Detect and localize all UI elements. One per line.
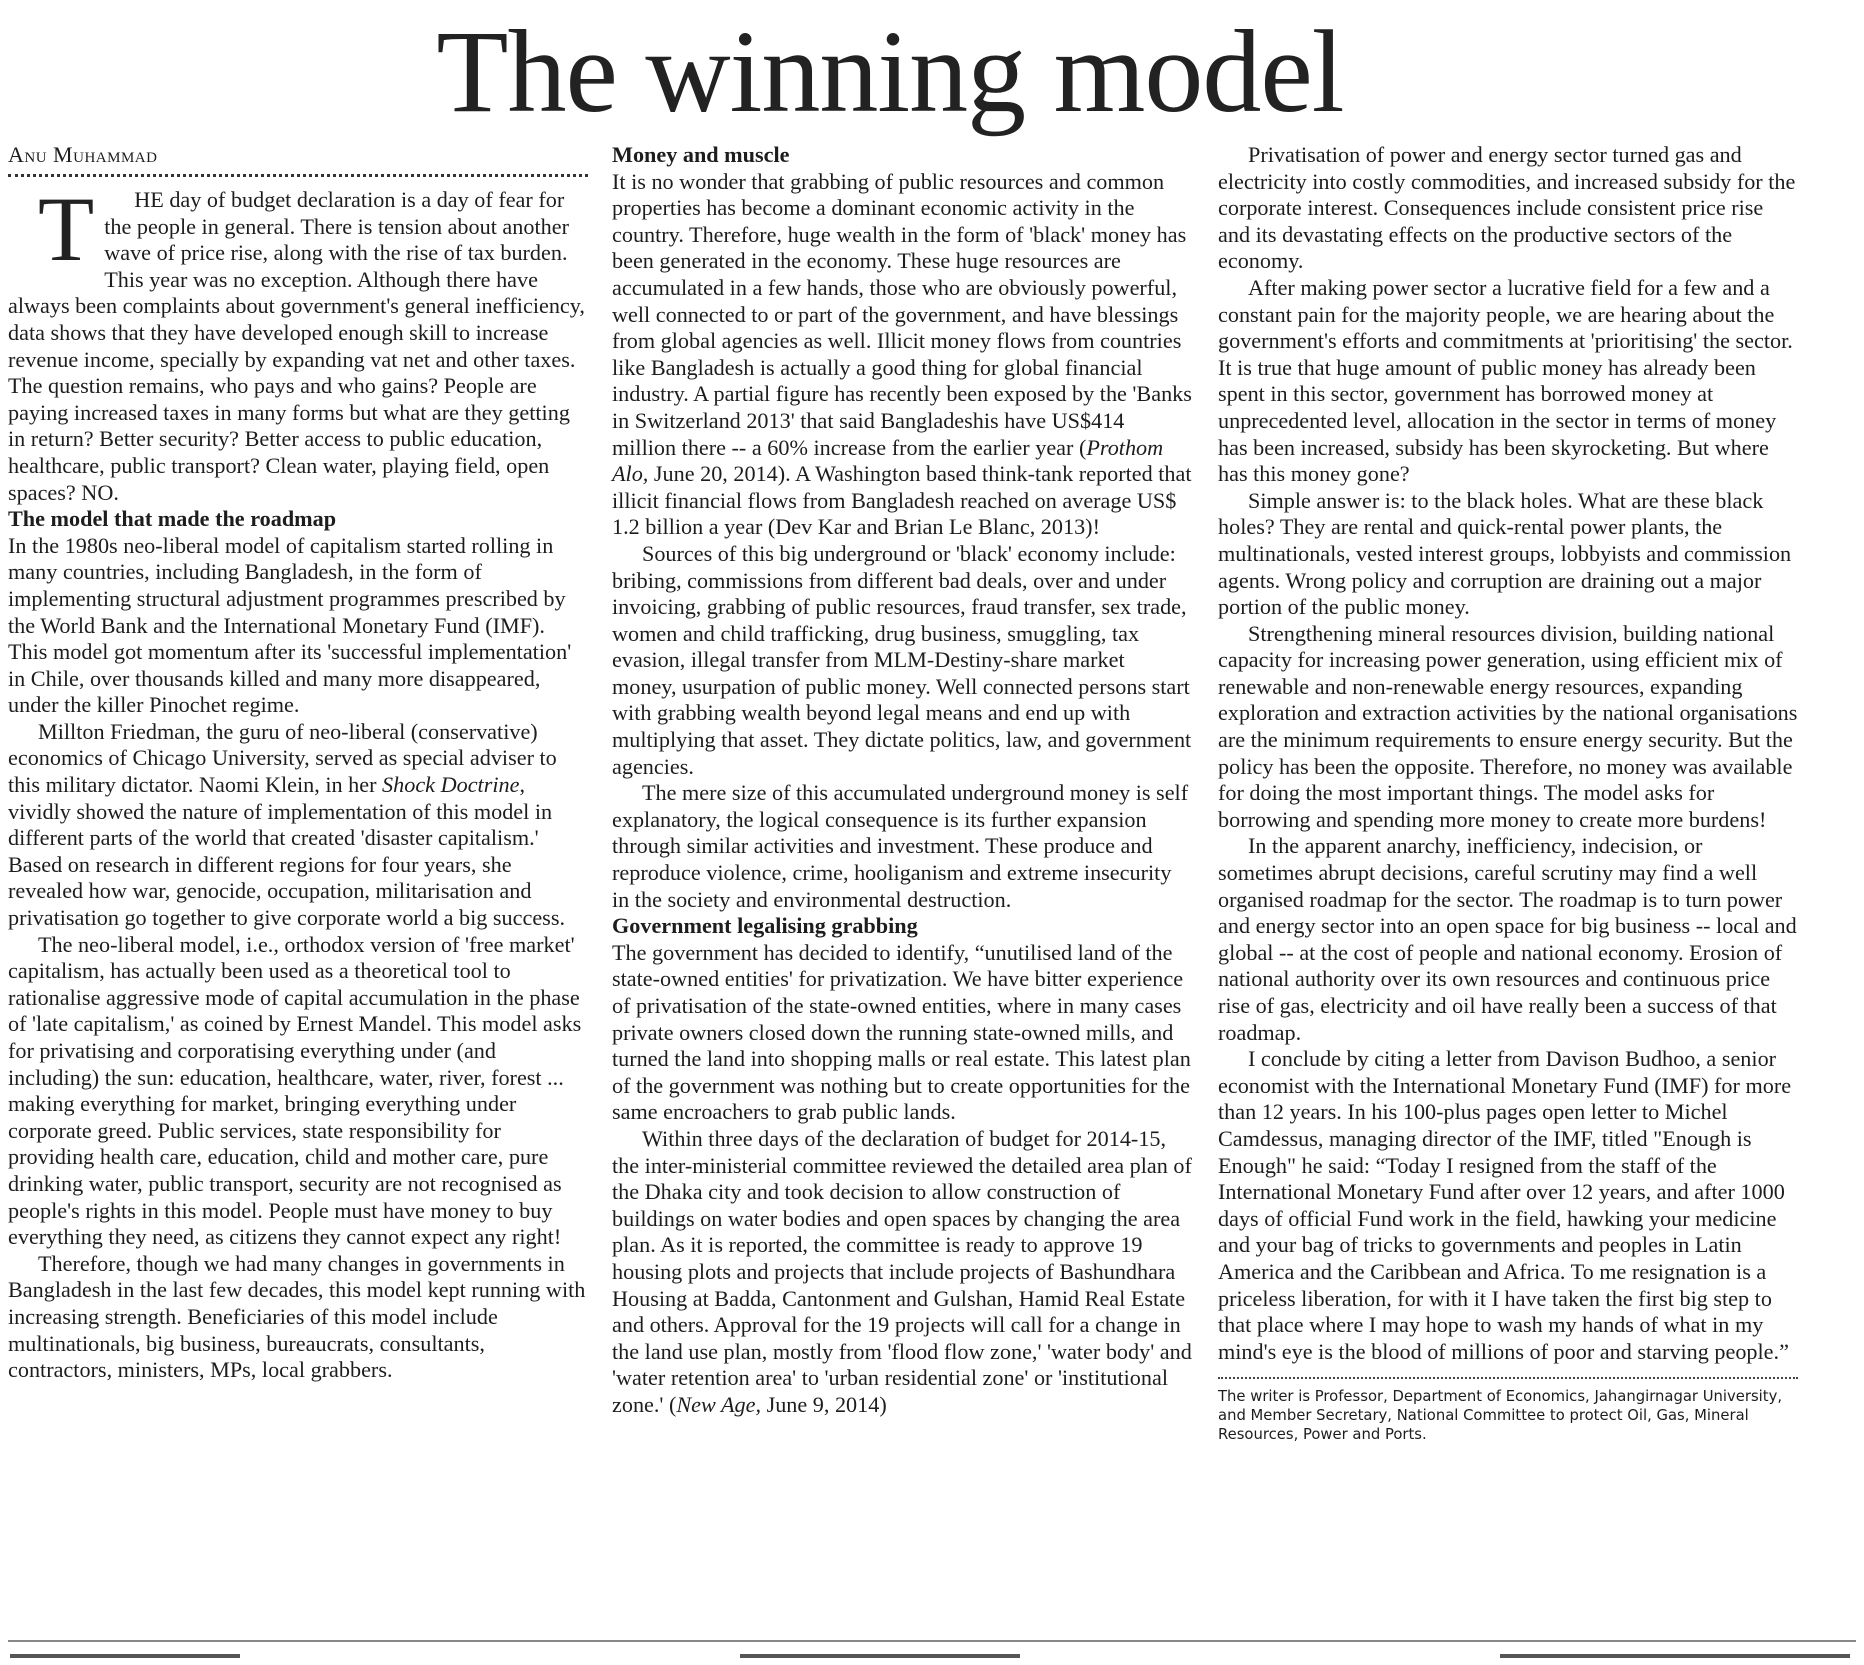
lead-paragraph	[8, 178, 588, 506]
paragraph: In the 1980s neo-liberal model of capitalism started rolling in many countries, including Bangladesh, in the form of implementing structural adjustment programmes prescribed by the World Bank and the International Monetary Fund (IMF). This model got momentum after its 'successful implementation' in Chile, over thousands killed and many more disappeared, under the killer Pinochet regime.	[8, 532, 572, 718]
paragraph: Therefore, though we had many changes in governments in Bangladesh in the last few decades, this model kept running with increasing strength. Beneficiaries of this model include multinationals, big business, bureaucrats, consultants, contractors, ministers, MPs, local grabbers.	[8, 1250, 586, 1383]
paragraph: Simple answer is: to the black holes. What are these black holes? They are rental and quick-rental power plants, the multinationals, vested interest groups, lobbyists and commission agents. Wrong policy and corruption are draining out a major portion of the public money.	[1218, 487, 1792, 620]
drop-cap: T	[38, 178, 95, 280]
lead-text: HE day of budget declaration is a day of fear for the people in general. There is tension about another wave of price rise, along with the rise of tax burden. This year was no exception. Although there have always been complaints about government's general inefficiency, data shows that they have developed enough skill to increase revenue income, specially by expanding vat net and other taxes. The question remains, who pays and who gains? People are paying increased taxes in many forms but what are they getting in return? Better security? Better access to public education, healthcare, public transport? Clean water, playing field, open spaces? NO.	[8, 187, 585, 505]
article-column-1	[8, 142, 588, 1384]
paragraph: I conclude by citing a letter from Davison Budhoo, a senior economist with the International Monetary Fund (IMF) for more than 12 years. In his 100-plus pages open letter to Michel Camdessus, managing director of the IMF, titled "Enough is Enough" he said: “Today I resigned from the staff of the International Monetary Fund after over 12 years, and after 1000 days of official Fund work in the field, hawking your medicine and your bag of tricks to governments and peoples in Latin America and the Caribbean and Africa. To me resignation is a priceless liberation, for with it I have taken the first big step to that place where I may hope to wash my hands of what in my mind's eye is the blood of millions of poor and starving people.”	[1218, 1046, 1792, 1364]
paragraph: Privatisation of power and energy sector turned gas and electricity into costly commodities, and increased subsidy for the corporate interest. Consequences include consistent price rise and its devastating effects on the productive sectors of the economy.	[1218, 142, 1796, 274]
cropped-next-section	[0, 1650, 1864, 1665]
paragraph: Sources of this big underground or 'black' economy include: bribing, commissions from different bad deals, over and under invoicing, grabbing of public resources, fraud transfer, sex trade, women and child trafficking, drug business, smuggling, tax evasion, illegal transfer from MLM-Destiny-share market money, usurpation of public money. Well connected persons start with grabbing wealth beyond legal means and end up with multiplying that asset. They dictate politics, law, and government agencies.	[612, 540, 1192, 779]
paragraph: The mere size of this accumulated underground money is self explanatory, the logical consequence is its further expansion through similar activities and investment. These produce and reproduce violence, crime, hooliganism and extreme insecurity in the society and environmental destruction.	[612, 780, 1189, 912]
headline: The winning model	[436, 6, 1344, 137]
paragraph: Strengthening mineral resources division, building national capacity for increasing power generation, using efficient mix of renewable and non-renewable energy resources, expanding exploration and extraction activities by the national organisations are the minimum requirements to ensure energy security. But the policy has been the opposite. Therefore, no money was available for doing the most important things. The model asks for borrowing and spending more money to create more burdens!	[1218, 620, 1798, 832]
subheading-government-grabbing: Government legalising grabbing	[612, 913, 918, 939]
paragraph: The government has decided to identify, “unutilised land of the state-owned entities' for privatization. We have bitter experience of privatisation of the state-owned entities, where in many cases private owners closed down the running state-owned mills, and turned the land into shopping malls or real estate. This latest plan of the government was nothing but to create opportunities for the same encroachers to grab public lands.	[612, 939, 1191, 1125]
byline-divider	[8, 174, 588, 177]
paragraph: Within three days of the declaration of budget for 2014-15, the inter-ministerial committee reviewed the detailed area plan of the Dhaka city and took decision to allow construction of buildings on water bodies and open spaces by changing the area plan. As it is reported, the committee is ready to approve 19 housing plots and projects that include projects of Bashundhara Housing at Badda, Cantonment and Gulshan, Hamid Real Estate and others. Approval for the 19 projects will call for a change in the land use plan, mostly from 'flood flow zone,' 'water body' and 'water retention area' to 'urban residential zone' or 'institutional zone.' (New Age, June 9, 2014)	[612, 1125, 1192, 1417]
subheading-roadmap: The model that made the roadmap	[8, 506, 337, 532]
paragraph: After making power sector a lucrative field for a few and a constant pain for the majority people, we are hearing about the government's efforts and commitments at 'prioritising' the sector. It is true that huge amount of public money has already been spent in this sector, government has borrowed money at unprecedented level, allocation in the sector in terms of money has been increased, subsidy has been skyrocketing. But where has this money gone?	[1218, 274, 1793, 487]
page-bottom-rule	[8, 1640, 1856, 1642]
paragraph: In the apparent anarchy, inefficiency, indecision, or sometimes abrupt decisions, careful scrutiny may find a well organised roadmap for the sector. The roadmap is to turn power and energy sector into an open space for big business -- local and global -- at the cost of people and national economy. Erosion of national authority over its own resources and continuous price rise of gas, electricity and oil have really been a success of that roadmap.	[1218, 833, 1797, 1045]
paragraph: Millton Friedman, the guru of neo-liberal (conservative) economics of Chicago University, served as special adviser to this military dictator. Naomi Klein, in her Shock Doctrine, vividly showed the nature of implementation of this model in different parts of the world that created 'disaster capitalism.' Based on research in different regions for four years, she revealed how war, genocide, occupation, militarisation and privatisation go together to give corporate world a big success.	[8, 718, 565, 931]
article-column-3	[1218, 142, 1798, 1444]
article-column-2	[612, 142, 1192, 1419]
paragraph: The neo-liberal model, i.e., orthodox version of 'free market' capitalism, has actually been used as a theoretical tool to rationalise aggressive mode of capital accumulation in the phase of 'late capitalism,' as coined by Ernest Mandel. This model asks for privatising and corporatising everything under (and including) the sun: education, healthcare, water, river, forest ... making everything for market, bringing everything under corporate greed. Public services, state responsibility for providing health care, education, child and mother care, pure drinking water, public transport, security are not recognised as people's rights in this model. People must have money to buy everything they need, as citizens they cannot expect any right!	[8, 931, 582, 1250]
subheading-money-and-muscle: Money and muscle	[612, 142, 790, 167]
paragraph: It is no wonder that grabbing of public resources and common properties has become a dominant economic activity in the country. Therefore, huge wealth in the form of 'black' money has been generated in the economy. These huge resources are accumulated in a few hands, those who are obviously powerful, well connected to or part of the government, and have blessings from global agencies as well. Illicit money flows from countries like Bangladesh is actually a good thing for global financial industry. A partial figure has recently been exposed by the 'Banks in Switzerland 2013' that said Bangladeshis have US$414 million there -- a 60% increase from the earlier year (Prothom Alo, June 20, 2014). A Washington based think-tank reported that illicit financial flows from Bangladesh reached on average US$ 1.2 billion a year (Dev Kar and Brian Le Blanc, 2013)!	[612, 168, 1192, 540]
author-note: The writer is Professor, Department of Economics, Jahangirnagar University, and Member Secretary, National Committee to protect Oil, Gas, Mineral Resources, Power and Ports.	[1218, 1388, 1783, 1444]
byline: Anu Muhammad	[8, 142, 158, 167]
footer-divider	[1218, 1377, 1798, 1379]
